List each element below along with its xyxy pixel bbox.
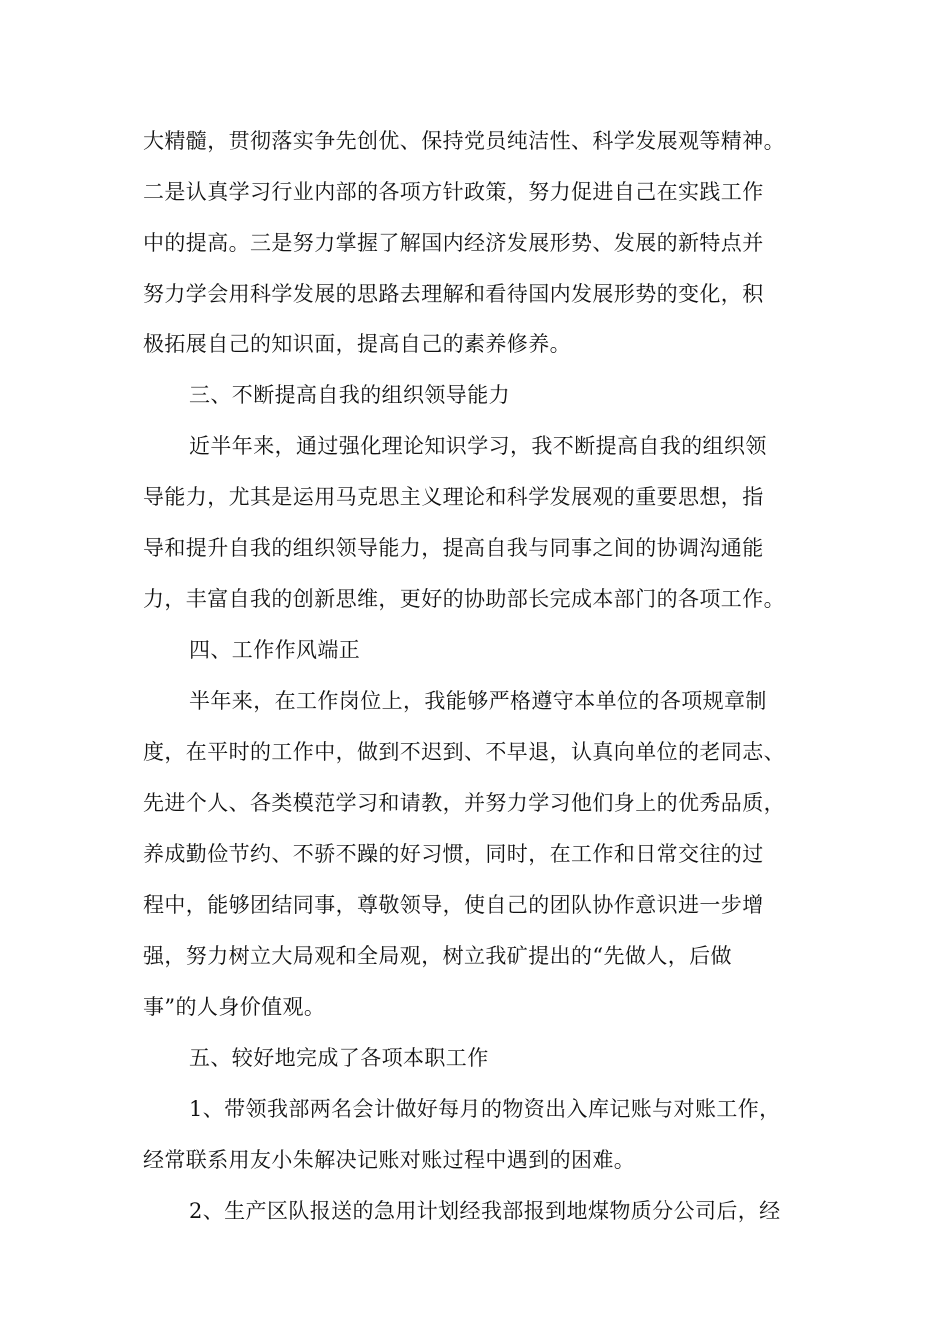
text-line: 程中，能够团结同事，尊敬领导，使自己的团队协作意识进一步增	[143, 893, 764, 917]
list-item: 2、生产区队报送的急用计划经我部报到地煤物质分公司后，经	[189, 1199, 781, 1223]
text-line: 力，丰富自我的创新思维，更好的协助部长完成本部门的各项工作。	[143, 587, 785, 611]
text-line: 努力学会用科学发展的思路去理解和看待国内发展形势的变化，积	[143, 282, 764, 306]
text-line: 强，努力树立大局观和全局观，树立我矿提出的“先做人，后做	[143, 944, 732, 968]
text-line: 极拓展自己的知识面，提高自己的素养修养。	[143, 332, 571, 356]
text-line: 先进个人、各类模范学习和请教，并努力学习他们身上的优秀品质，	[143, 791, 785, 815]
list-item: 1、带领我部两名会计做好每月的物资出入库记账与对账工作，	[189, 1097, 781, 1121]
text-line: 养成勤俭节约、不骄不躁的好习惯，同时，在工作和日常交往的过	[143, 842, 764, 866]
text-line: 中的提高。三是努力掌握了解国内经济发展形势、发展的新特点并	[143, 231, 764, 255]
text-line: 事”的人身价值观。	[143, 995, 326, 1019]
text-line: 二是认真学习行业内部的各项方针政策，努力促进自己在实践工作	[143, 180, 764, 204]
text-line: 大精髓，贯彻落实争先创优、保持党员纯洁性、科学发展观等精神。	[143, 129, 785, 153]
section-heading: 三、不断提高自我的组织领导能力	[189, 383, 510, 407]
text-line: 导能力，尤其是运用马克思主义理论和科学发展观的重要思想，指	[143, 485, 764, 509]
text-line: 经常联系用友小朱解决记账对账过程中遇到的困难。	[143, 1148, 636, 1172]
text-line: 导和提升自我的组织领导能力，提高自我与同事之间的协调沟通能	[143, 536, 764, 560]
text-line: 半年来，在工作岗位上，我能够严格遵守本单位的各项规章制	[189, 689, 767, 713]
text-line: 度，在平时的工作中，做到不迟到、不早退，认真向单位的老同志、	[143, 740, 785, 764]
text-line: 近半年来，通过强化理论知识学习，我不断提高自我的组织领	[189, 434, 767, 458]
section-heading: 四、工作作风端正	[189, 638, 361, 662]
section-heading: 五、较好地完成了各项本职工作	[189, 1046, 489, 1070]
